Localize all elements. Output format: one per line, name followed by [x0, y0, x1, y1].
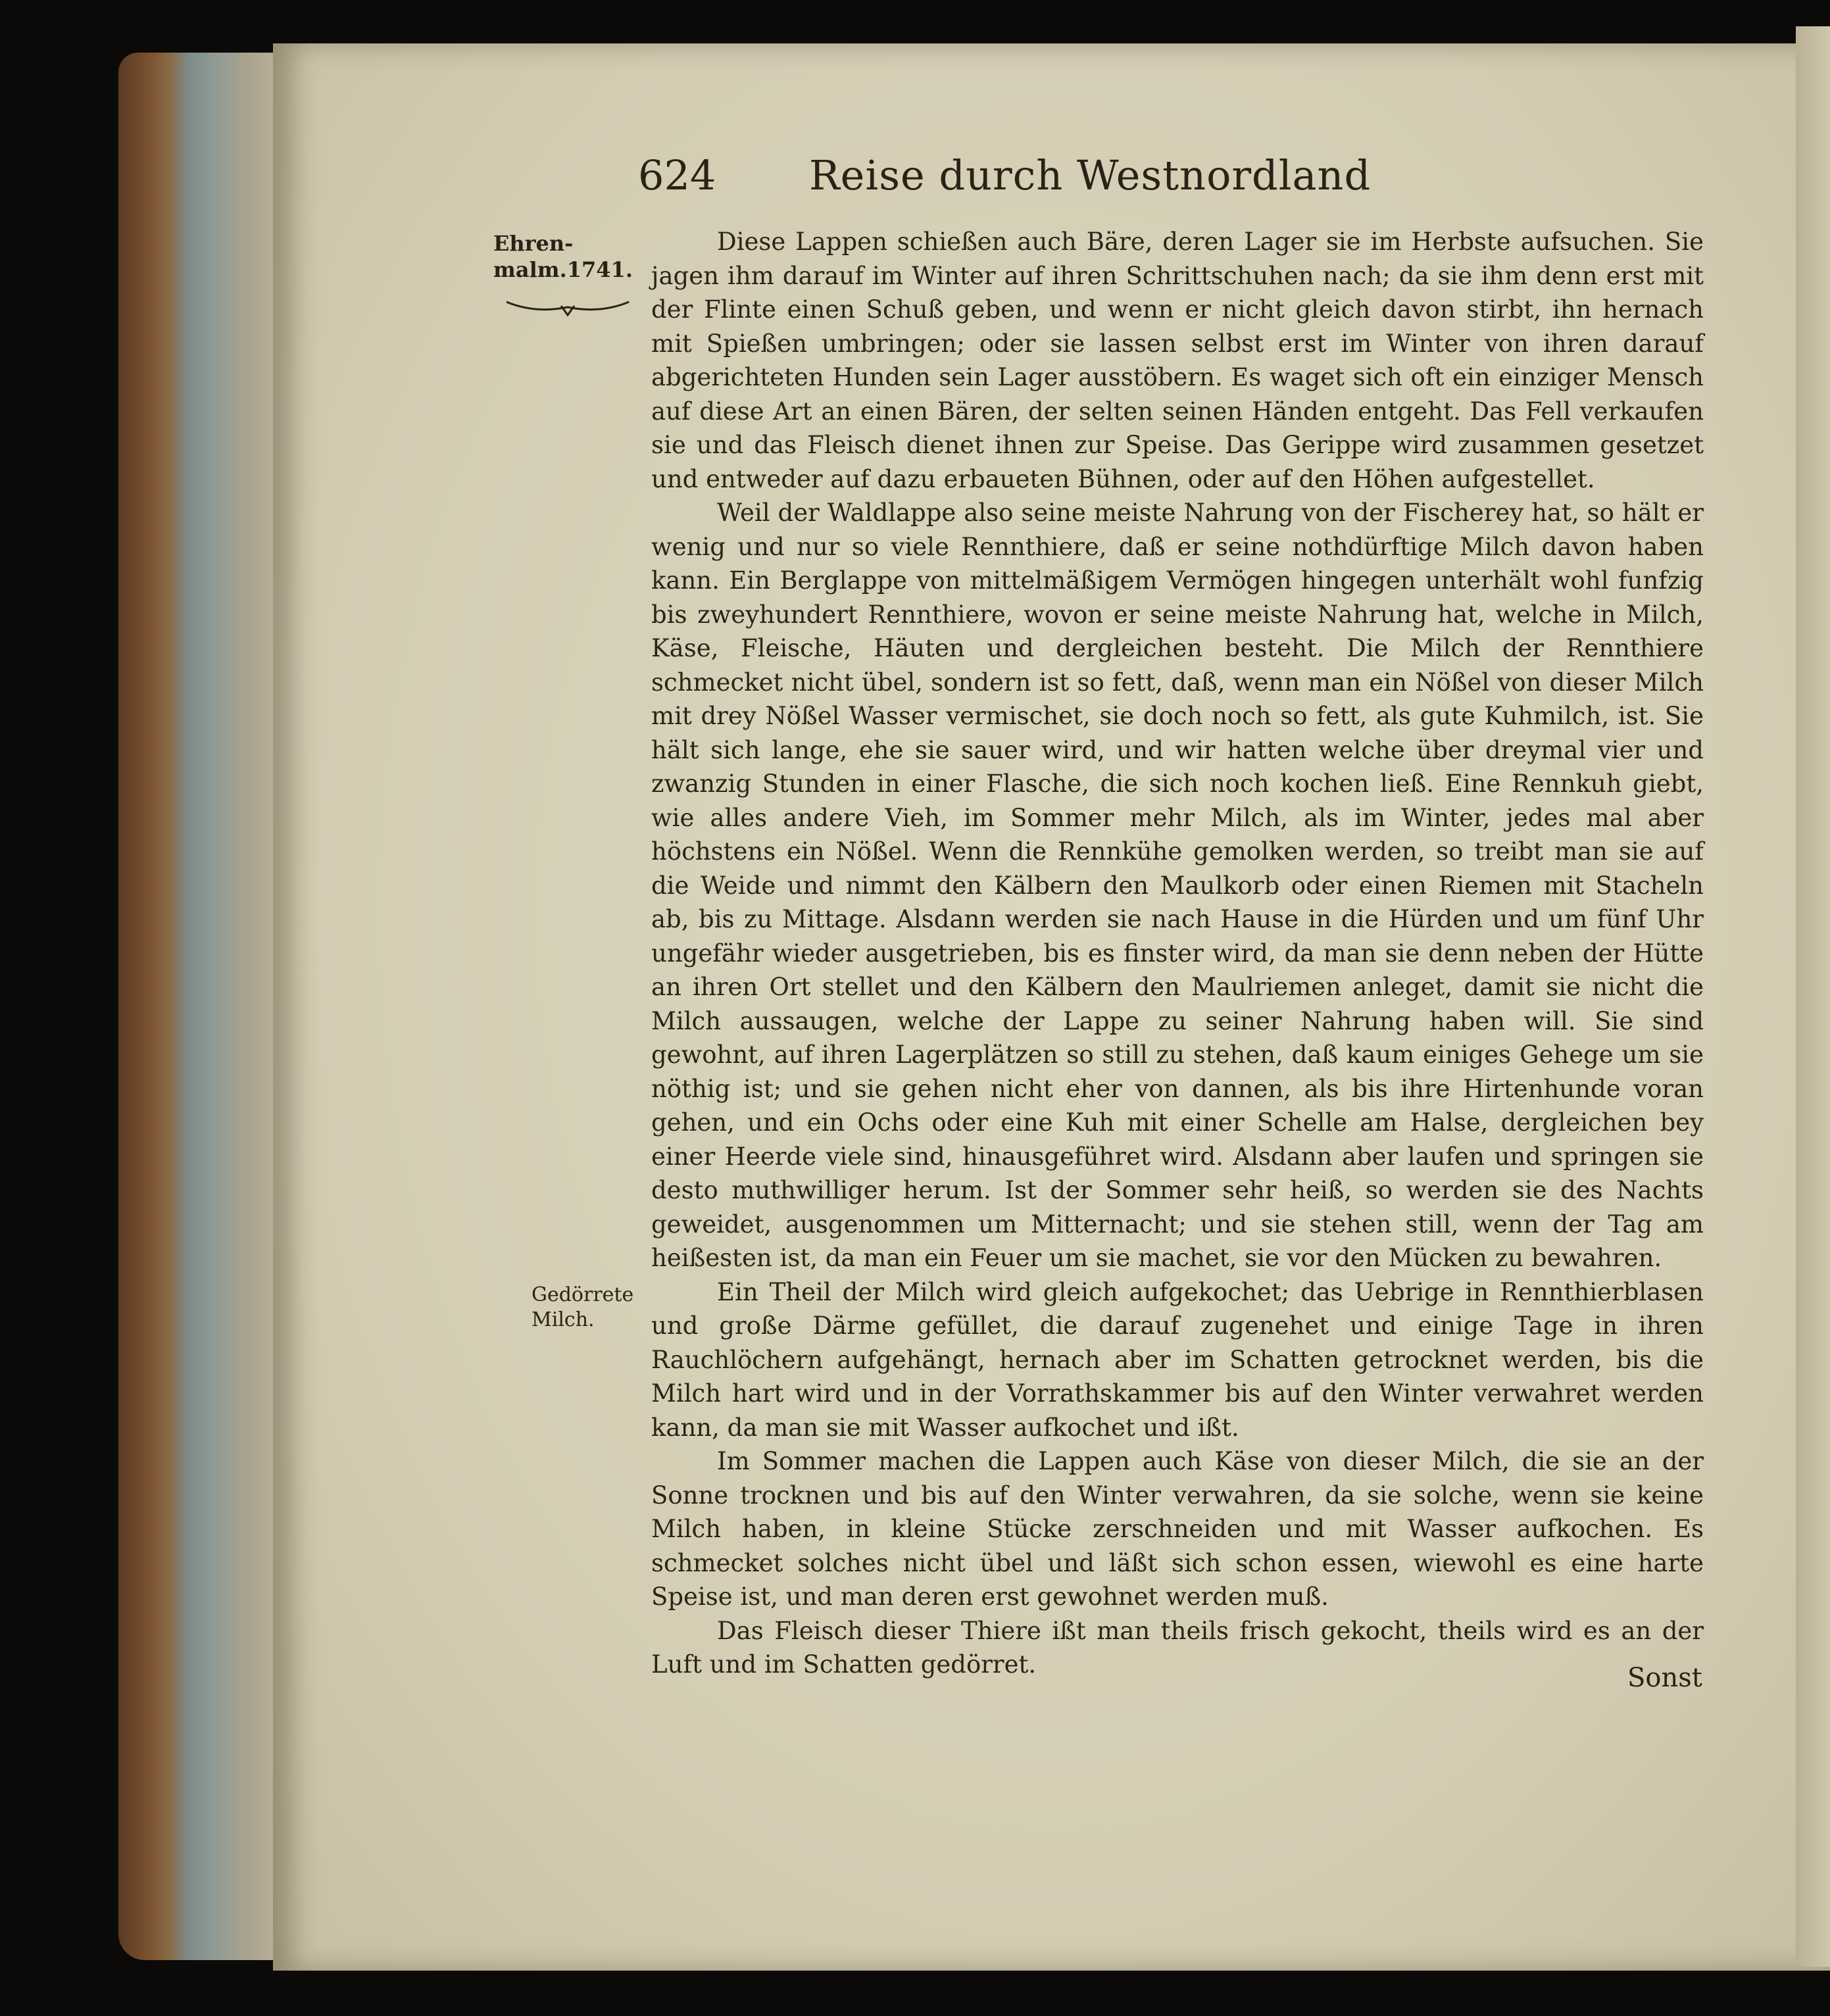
- catchword: Sonst: [1627, 1663, 1702, 1693]
- book-edge: [118, 53, 289, 1960]
- margin-date-line1: Ehren-: [493, 231, 574, 256]
- margin-date-line2: malm.1741.: [493, 257, 633, 282]
- paragraph-bears: Diese Lappen schießen auch Bäre, deren Lager sie im Herbste aufsuchen. Sie jagen ihm darauf im Winter auf ihren Schrittschuhen nach; da sie ihm denn erst mit der Flinte einen Schuß geben, und wenn er nicht gleich davon stirbt, ihn hernach mit Spießen umbringen; oder sie lassen selbst erst im Winter von ihren darauf abgerichteten Hunden sein Lager ausstöbern. Es waget sich oft ein einziger Mensch auf diese Art an einen Bären, der selten seinen Händen entgeht. Das Fell verkaufen sie und das Fleisch dienet ihnen zur Speise. Das Gerippe wird zusammen gesetzet und entweder auf dazu erbaueten Bühnen, oder auf den Höhen aufgestellet.: [651, 228, 1704, 493]
- paragraph-dried-milk: Ein Theil der Milch wird gleich aufgekochet; das Uebrige in Rennthierblasen und große Därme gefüllet, die darauf zugenehet und einige Tage in ihren Rauchlöchern aufgehängt, hernach aber im Schatten getrocknet werden, bis die Milch hart wird und in der Vorrathskammer bis auf den Winter verwahret werden kann, da man sie mit Wasser aufkochet und ißt.: [651, 1277, 1704, 1442]
- paragraph-reindeer-milk: Weil der Waldlappe also seine meiste Nahrung von der Fischerey hat, so hält er wenig und nur so viele Rennthiere, daß er seine nothdürftige Milch davon haben kann. Ein Berglappe von mittelmäßigem Vermögen hingegen unterhält wohl funfzig bis zweyhundert Rennthiere, wovon er seine meiste Nahrung hat, welche in Milch, Käse, Fleische, Häuten und dergleichen besteht. Die Milch der Rennthiere schmecket nicht übel, sondern ist so fett, daß, wenn man ein Nößel von dieser Milch mit drey Nößel Wasser vermischet, sie doch noch so fett, als gute Kuhmilch, ist. Sie hält sich lange, ehe sie sauer wird, und wir hatten welche über dreymal vier und zwanzig Stunden in einer Flasche, die sich noch kochen ließ. Eine Rennkuh giebt, wie alles andere Vieh, im Sommer mehr Milch, als im Winter, jedes mal aber höchstens ein Nößel. Wenn die Rennkühe gemolken werden, so treibt man sie auf die Weide und nimmt den Kälbern den Maulkorb oder einen Riemen mit Stacheln ab, bis zu Mittage. Alsdann werden sie nach Hause in die Hürden und um fünf Uhr ungefähr wieder ausgetrieben, bis es finster wird, da man sie denn neben der Hütte an ihren Ort stellet und den Kälbern den Maulriemen anleget, damit sie nicht die Milch aussaugen, welche der Lappe zu seiner Nahrung haben will. Sie sind gewohnt, auf ihren Lagerplätzen so still zu stehen, daß kaum einiges Gehege um sie nöthig ist; und sie gehen nicht eher von dannen, als bis ihre Hirtenhunde voran gehen, und ein Ochs oder eine Kuh mit einer Schelle am Halse, dergleichen bey einer Heerde viele sind, hinausgeführet wird. Alsdann aber laufen und springen sie desto muthwilliger herum. Ist der Sommer sehr heiß, so werden sie des Nachts geweidet, ausgenommen um Mitternacht; und sie stehen still, wenn der Tag am heißesten ist, da man ein Feuer um sie machet, sie vor den Mücken zu bewahren.: [651, 499, 1704, 1272]
- margin-brace-ornament: [505, 299, 630, 316]
- margin-note-date: [493, 230, 633, 283]
- body-text: [651, 225, 1704, 1682]
- margin-milk-line2: Milch.: [532, 1308, 595, 1331]
- facing-page-edge: [1796, 26, 1830, 1967]
- margin-milk-line1: Gedörrete: [532, 1283, 634, 1306]
- paragraph-meat: Das Fleisch dieser Thiere ißt man theils frisch gekocht, theils wird es an der Luft und im Schatten gedörret.: [651, 1616, 1704, 1679]
- margin-note-milk: [532, 1283, 633, 1333]
- running-title: Reise durch Westnordland: [809, 151, 1372, 199]
- page-header: [638, 151, 1723, 210]
- page-number: 624: [638, 151, 716, 199]
- paragraph-cheese: Im Sommer machen die Lappen auch Käse von dieser Milch, die sie an der Sonne trocknen und bis auf den Winter verwahren, da sie solche, wenn sie keine Milch haben, in kleine Stücke zerschneiden und mit Wasser aufkochen. Es schmecket solches nicht übel und läßt sich schon essen, wiewohl es eine harte Speise ist, und man deren erst gewohnet werden muß.: [651, 1447, 1704, 1611]
